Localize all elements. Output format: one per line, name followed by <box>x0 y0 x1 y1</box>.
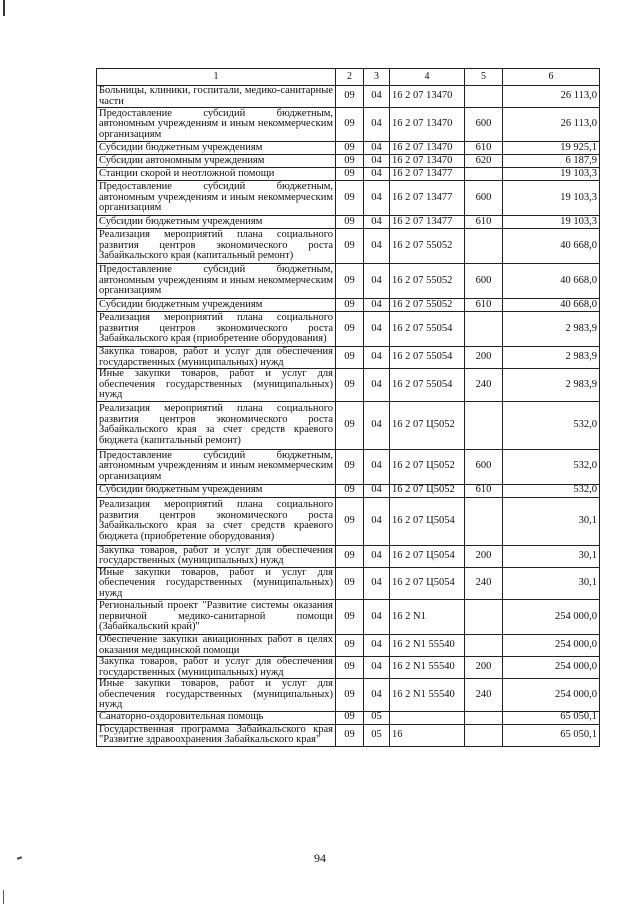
table-row <box>97 545 600 567</box>
target-article-cell: 16 2 07 13470 <box>390 86 465 108</box>
amount-cell: 2 983,9 <box>503 369 600 402</box>
subsection-code-cell: 04 <box>364 657 390 679</box>
expense-type-cell: 200 <box>465 657 503 679</box>
target-article-cell: 16 2 07 13470 <box>390 142 465 155</box>
target-article-cell: 16 2 07 13477 <box>390 181 465 216</box>
header-cell-4: 4 <box>390 69 465 86</box>
subsection-code-cell: 04 <box>364 168 390 181</box>
amount-cell: 65 050,1 <box>503 711 600 724</box>
section-code-cell: 09 <box>336 484 364 497</box>
expense-type-cell <box>465 312 503 347</box>
item-name-cell: Закупка товаров, работ и услуг для обеспечения государственных (муниципальных) нужд <box>97 657 336 679</box>
table-row <box>97 484 600 497</box>
target-article-cell: 16 2 N1 55540 <box>390 657 465 679</box>
item-name-cell: Обеспечение закупки авиационных работ в целях оказания медицинской помощи <box>97 635 336 657</box>
subsection-code-cell: 04 <box>364 484 390 497</box>
section-code-cell: 09 <box>336 347 364 369</box>
subsection-code-cell: 04 <box>364 545 390 567</box>
section-code-cell: 09 <box>336 635 364 657</box>
target-article-cell: 16 2 07 55052 <box>390 299 465 312</box>
section-code-cell: 09 <box>336 724 364 746</box>
table-row <box>97 264 600 299</box>
table-row <box>97 312 600 347</box>
amount-cell: 6 187,9 <box>503 155 600 168</box>
item-name-cell: Предоставление субсидий бюджетным, автономным учреждениям и иным некоммерческим организациям <box>97 449 336 484</box>
subsection-code-cell: 04 <box>364 155 390 168</box>
table-row <box>97 347 600 369</box>
amount-cell: 19 103,3 <box>503 181 600 216</box>
target-article-cell: 16 2 N1 55540 <box>390 635 465 657</box>
item-name-cell: Реализация мероприятий плана социального развития центров экономического роста Забайкальского края за счет средств краевого бюджета (капитальный ремонт) <box>97 401 336 449</box>
subsection-code-cell: 04 <box>364 264 390 299</box>
item-name-cell: Субсидии автономным учреждениям <box>97 155 336 168</box>
subsection-code-cell: 04 <box>364 347 390 369</box>
section-code-cell: 09 <box>336 299 364 312</box>
budget-table <box>96 68 600 747</box>
item-name-cell: Региональный проект "Развитие системы оказания первичной медико-санитарной помощи (Забайкальский край)" <box>97 600 336 635</box>
target-article-cell: 16 2 07 55052 <box>390 264 465 299</box>
table-row <box>97 142 600 155</box>
table-row <box>97 401 600 449</box>
item-name-cell: Реализация мероприятий плана социального развития центров экономического роста Забайкальского края (приобретение оборудования) <box>97 312 336 347</box>
target-article-cell: 16 <box>390 724 465 746</box>
amount-cell: 30,1 <box>503 497 600 545</box>
expense-type-cell: 620 <box>465 155 503 168</box>
item-name-cell: Государственная программа Забайкальского края "Развитие здравоохранения Забайкальского края" <box>97 724 336 746</box>
item-name-cell: Субсидии бюджетным учреждениям <box>97 216 336 229</box>
table-row <box>97 497 600 545</box>
section-code-cell: 09 <box>336 711 364 724</box>
table-row <box>97 299 600 312</box>
subsection-code-cell: 04 <box>364 299 390 312</box>
table-row <box>97 181 600 216</box>
table-row <box>97 369 600 402</box>
section-code-cell: 09 <box>336 567 364 600</box>
item-name-cell: Субсидии бюджетным учреждениям <box>97 484 336 497</box>
subsection-code-cell: 04 <box>364 497 390 545</box>
expense-type-cell <box>465 168 503 181</box>
expense-type-cell <box>465 635 503 657</box>
item-name-cell: Санаторно-оздоровительная помощь <box>97 711 336 724</box>
amount-cell: 26 113,0 <box>503 108 600 142</box>
amount-cell: 65 050,1 <box>503 724 600 746</box>
table-row <box>97 679 600 712</box>
target-article-cell: 16 2 07 Ц5054 <box>390 497 465 545</box>
target-article-cell: 16 2 07 13477 <box>390 168 465 181</box>
expense-type-cell: 610 <box>465 216 503 229</box>
target-article-cell: 16 2 07 Ц5052 <box>390 449 465 484</box>
table-row <box>97 108 600 142</box>
section-code-cell: 09 <box>336 229 364 264</box>
expense-type-cell: 600 <box>465 264 503 299</box>
target-article-cell: 16 2 N1 55540 <box>390 679 465 712</box>
amount-cell: 30,1 <box>503 567 600 600</box>
item-name-cell: Реализация мероприятий плана социального развития центров экономического роста Забайкальского края за счет средств краевого бюджета (приобретение оборудования) <box>97 497 336 545</box>
table-row <box>97 711 600 724</box>
subsection-code-cell: 05 <box>364 711 390 724</box>
table-row <box>97 724 600 746</box>
amount-cell: 19 103,3 <box>503 216 600 229</box>
subsection-code-cell: 04 <box>364 229 390 264</box>
amount-cell: 40 668,0 <box>503 264 600 299</box>
expense-type-cell: 240 <box>465 567 503 600</box>
subsection-code-cell: 04 <box>364 181 390 216</box>
expense-type-cell: 610 <box>465 299 503 312</box>
section-code-cell: 09 <box>336 168 364 181</box>
expense-type-cell: 610 <box>465 142 503 155</box>
subsection-code-cell: 04 <box>364 86 390 108</box>
section-code-cell: 09 <box>336 497 364 545</box>
table-row <box>97 449 600 484</box>
item-name-cell: Реализация мероприятий плана социального развития центров экономического роста Забайкальского края (капитальный ремонт) <box>97 229 336 264</box>
item-name-cell: Станции скорой и неотложной помощи <box>97 168 336 181</box>
section-code-cell: 09 <box>336 216 364 229</box>
target-article-cell: 16 2 07 55054 <box>390 312 465 347</box>
section-code-cell: 09 <box>336 264 364 299</box>
section-code-cell: 09 <box>336 657 364 679</box>
target-article-cell: 16 2 07 55054 <box>390 347 465 369</box>
table-row <box>97 657 600 679</box>
table-row <box>97 155 600 168</box>
target-article-cell: 16 2 N1 <box>390 600 465 635</box>
target-article-cell: 16 2 07 55054 <box>390 369 465 402</box>
subsection-code-cell: 04 <box>364 600 390 635</box>
expense-type-cell: 200 <box>465 347 503 369</box>
table-row <box>97 216 600 229</box>
amount-cell: 40 668,0 <box>503 299 600 312</box>
item-name-cell: Иные закупки товаров, работ и услуг для обеспечения государственных (муниципальных) нужд <box>97 369 336 402</box>
subsection-code-cell: 04 <box>364 369 390 402</box>
expense-type-cell: 240 <box>465 369 503 402</box>
section-code-cell: 09 <box>336 679 364 712</box>
amount-cell: 2 983,9 <box>503 312 600 347</box>
subsection-code-cell: 04 <box>364 142 390 155</box>
header-cell-3: 3 <box>364 69 390 86</box>
section-code-cell: 09 <box>336 108 364 142</box>
table-row <box>97 635 600 657</box>
amount-cell: 254 000,0 <box>503 600 600 635</box>
section-code-cell: 09 <box>336 142 364 155</box>
section-code-cell: 09 <box>336 449 364 484</box>
section-code-cell: 09 <box>336 155 364 168</box>
amount-cell: 532,0 <box>503 484 600 497</box>
expense-type-cell <box>465 497 503 545</box>
table-row <box>97 600 600 635</box>
amount-cell: 2 983,9 <box>503 347 600 369</box>
target-article-cell: 16 2 07 55052 <box>390 229 465 264</box>
target-article-cell: 16 2 07 13470 <box>390 108 465 142</box>
item-name-cell: Предоставление субсидий бюджетным, автономным учреждениям и иным некоммерческим организациям <box>97 181 336 216</box>
target-article-cell: 16 2 07 Ц5054 <box>390 567 465 600</box>
amount-cell: 254 000,0 <box>503 635 600 657</box>
section-code-cell: 09 <box>336 545 364 567</box>
subsection-code-cell: 04 <box>364 401 390 449</box>
header-row <box>97 69 600 86</box>
subsection-code-cell: 04 <box>364 679 390 712</box>
expense-type-cell <box>465 229 503 264</box>
target-article-cell: 16 2 07 Ц5052 <box>390 484 465 497</box>
subsection-code-cell: 04 <box>364 635 390 657</box>
expense-type-cell <box>465 401 503 449</box>
header-cell-2: 2 <box>336 69 364 86</box>
item-name-cell: Закупка товаров, работ и услуг для обеспечения государственных (муниципальных) нужд <box>97 347 336 369</box>
amount-cell: 19 103,3 <box>503 168 600 181</box>
expense-type-cell <box>465 600 503 635</box>
section-code-cell: 09 <box>336 401 364 449</box>
subsection-code-cell: 04 <box>364 216 390 229</box>
item-name-cell: Больницы, клиники, госпитали, медико-санитарные части <box>97 86 336 108</box>
subsection-code-cell: 04 <box>364 312 390 347</box>
expense-type-cell: 600 <box>465 108 503 142</box>
expense-type-cell: 600 <box>465 181 503 216</box>
target-article-cell <box>390 711 465 724</box>
target-article-cell: 16 2 07 13477 <box>390 216 465 229</box>
item-name-cell: Предоставление субсидий бюджетным, автономным учреждениям и иным некоммерческим организациям <box>97 264 336 299</box>
section-code-cell: 09 <box>336 600 364 635</box>
expense-type-cell <box>465 86 503 108</box>
amount-cell: 532,0 <box>503 449 600 484</box>
expense-type-cell: 600 <box>465 449 503 484</box>
expense-type-cell: 200 <box>465 545 503 567</box>
item-name-cell: Иные закупки товаров, работ и услуг для обеспечения государственных (муниципальных) нужд <box>97 567 336 600</box>
target-article-cell: 16 2 07 Ц5052 <box>390 401 465 449</box>
amount-cell: 254 000,0 <box>503 679 600 712</box>
table-row <box>97 567 600 600</box>
section-code-cell: 09 <box>336 181 364 216</box>
expense-type-cell <box>465 711 503 724</box>
amount-cell: 19 925,1 <box>503 142 600 155</box>
subsection-code-cell: 04 <box>364 108 390 142</box>
header-cell-5: 5 <box>465 69 503 86</box>
section-code-cell: 09 <box>336 86 364 108</box>
subsection-code-cell: 05 <box>364 724 390 746</box>
expense-type-cell: 240 <box>465 679 503 712</box>
target-article-cell: 16 2 07 13470 <box>390 155 465 168</box>
target-article-cell: 16 2 07 Ц5054 <box>390 545 465 567</box>
item-name-cell: Субсидии бюджетным учреждениям <box>97 142 336 155</box>
table-row <box>97 86 600 108</box>
amount-cell: 30,1 <box>503 545 600 567</box>
expense-type-cell: 610 <box>465 484 503 497</box>
subsection-code-cell: 04 <box>364 567 390 600</box>
section-code-cell: 09 <box>336 369 364 402</box>
scan-edge-mark-bottom <box>3 890 4 904</box>
item-name-cell: Иные закупки товаров, работ и услуг для обеспечения государственных (муниципальных) нужд <box>97 679 336 712</box>
header-cell-6: 6 <box>503 69 600 86</box>
page-number: 94 <box>314 851 326 865</box>
header-cell-1: 1 <box>97 69 336 86</box>
table-row <box>97 168 600 181</box>
subsection-code-cell: 04 <box>364 449 390 484</box>
table-row <box>97 229 600 264</box>
amount-cell: 40 668,0 <box>503 229 600 264</box>
amount-cell: 254 000,0 <box>503 657 600 679</box>
item-name-cell: Субсидии бюджетным учреждениям <box>97 299 336 312</box>
item-name-cell: Предоставление субсидий бюджетным, автономным учреждениям и иным некоммерческим организациям <box>97 108 336 142</box>
section-code-cell: 09 <box>336 312 364 347</box>
amount-cell: 26 113,0 <box>503 86 600 108</box>
scan-edge-mark <box>3 0 5 16</box>
expense-type-cell <box>465 724 503 746</box>
item-name-cell: Закупка товаров, работ и услуг для обеспечения государственных (муниципальных) нужд <box>97 545 336 567</box>
amount-cell: 532,0 <box>503 401 600 449</box>
